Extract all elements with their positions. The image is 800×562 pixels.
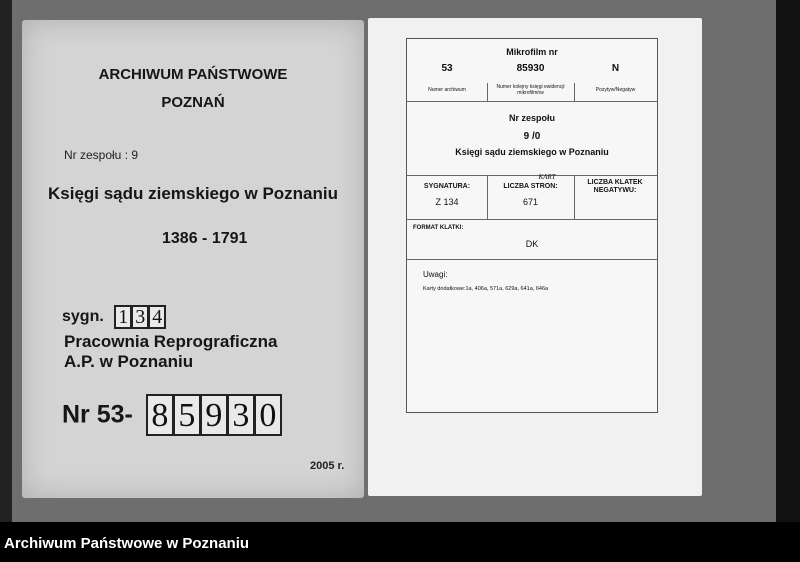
film-number-digit: 0: [254, 394, 282, 436]
signature-digit: 3: [131, 305, 149, 329]
counts-row: [407, 175, 657, 220]
handwritten-kart: KART: [538, 173, 556, 181]
film-type-value: N: [611, 63, 620, 74]
film-number-digit: 3: [227, 394, 255, 436]
signature-digit: 1: [114, 305, 132, 329]
zespol-name: Księgi sądu ziemskiego w Poznaniu: [455, 147, 609, 157]
signature-digits: [114, 305, 165, 329]
archive-cover-card: [22, 20, 364, 498]
liczba-stron-value: 671: [522, 197, 539, 207]
archive-name-line1: ARCHIWUM PAŃSTWOWE: [98, 66, 288, 83]
archive-number-label: Numer archiwum: [428, 87, 466, 93]
sygnatura-label: SYGNATURA:: [423, 183, 471, 190]
signature-stamp: [62, 305, 165, 329]
metadata-form: [406, 38, 658, 413]
film-number-label: Numer kolejny księgi ewidencji mikrofilmów: [496, 84, 565, 96]
mikrofilm-row: [407, 39, 657, 102]
collection-title: Księgi sądu ziemskiego w Poznaniu: [47, 184, 338, 203]
workshop-name-line2: A.P. w Poznaniu: [64, 352, 194, 371]
zespol-label: Nr zespołu: [508, 113, 555, 123]
divider: [487, 83, 488, 101]
divider: [574, 175, 575, 219]
film-number-prefix: Nr 53-: [62, 400, 133, 429]
zespol-value: 9 /0: [523, 131, 541, 142]
sygnatura-value: Z 134: [435, 197, 459, 207]
film-number-digits: [146, 394, 281, 436]
signature-digit: 4: [148, 305, 166, 329]
format-label: FORMAT KLATKI:: [413, 225, 464, 231]
film-number-stamp: [62, 394, 281, 436]
uwagi-label: Uwagi:: [423, 270, 448, 279]
liczba-klatek-label: LICZBA KLATEK NEGATYWU:: [587, 179, 643, 194]
liczba-stron-label: LICZBA STRON:: [503, 183, 558, 190]
film-edge-left: [0, 0, 12, 522]
signature-label: sygn.: [62, 308, 104, 325]
image-caption: Archiwum Państwowe w Poznaniu: [4, 535, 250, 552]
collection-number: Nr zespołu : 9: [64, 148, 139, 162]
uwagi-section: [407, 260, 657, 412]
cover-year: 2005 r.: [310, 460, 345, 472]
film-number-digit: 9: [200, 394, 228, 436]
workshop-name-line1: Pracownia Reprograficzna: [64, 332, 278, 351]
date-range: 1386 - 1791: [162, 230, 248, 247]
film-type-label: Pozytyw/Negatyw: [595, 87, 636, 93]
film-number-digit: 8: [146, 394, 174, 436]
film-edge-right: [776, 0, 800, 522]
film-number-digit: 5: [173, 394, 201, 436]
format-value: DK: [525, 239, 539, 249]
archive-name-line2: POZNAŃ: [161, 94, 225, 111]
archive-number-value: 53: [441, 63, 453, 74]
mikrofilm-label: Mikrofilm nr: [506, 47, 558, 57]
uwagi-text: Karty dodatkowe:1a, 406a, 571a, 629a, 641a, 646a: [423, 286, 549, 292]
film-number-value: 85930: [516, 63, 545, 74]
microfilm-metadata-card: [368, 18, 702, 496]
format-row: [407, 219, 657, 260]
zespol-row: [407, 101, 657, 176]
